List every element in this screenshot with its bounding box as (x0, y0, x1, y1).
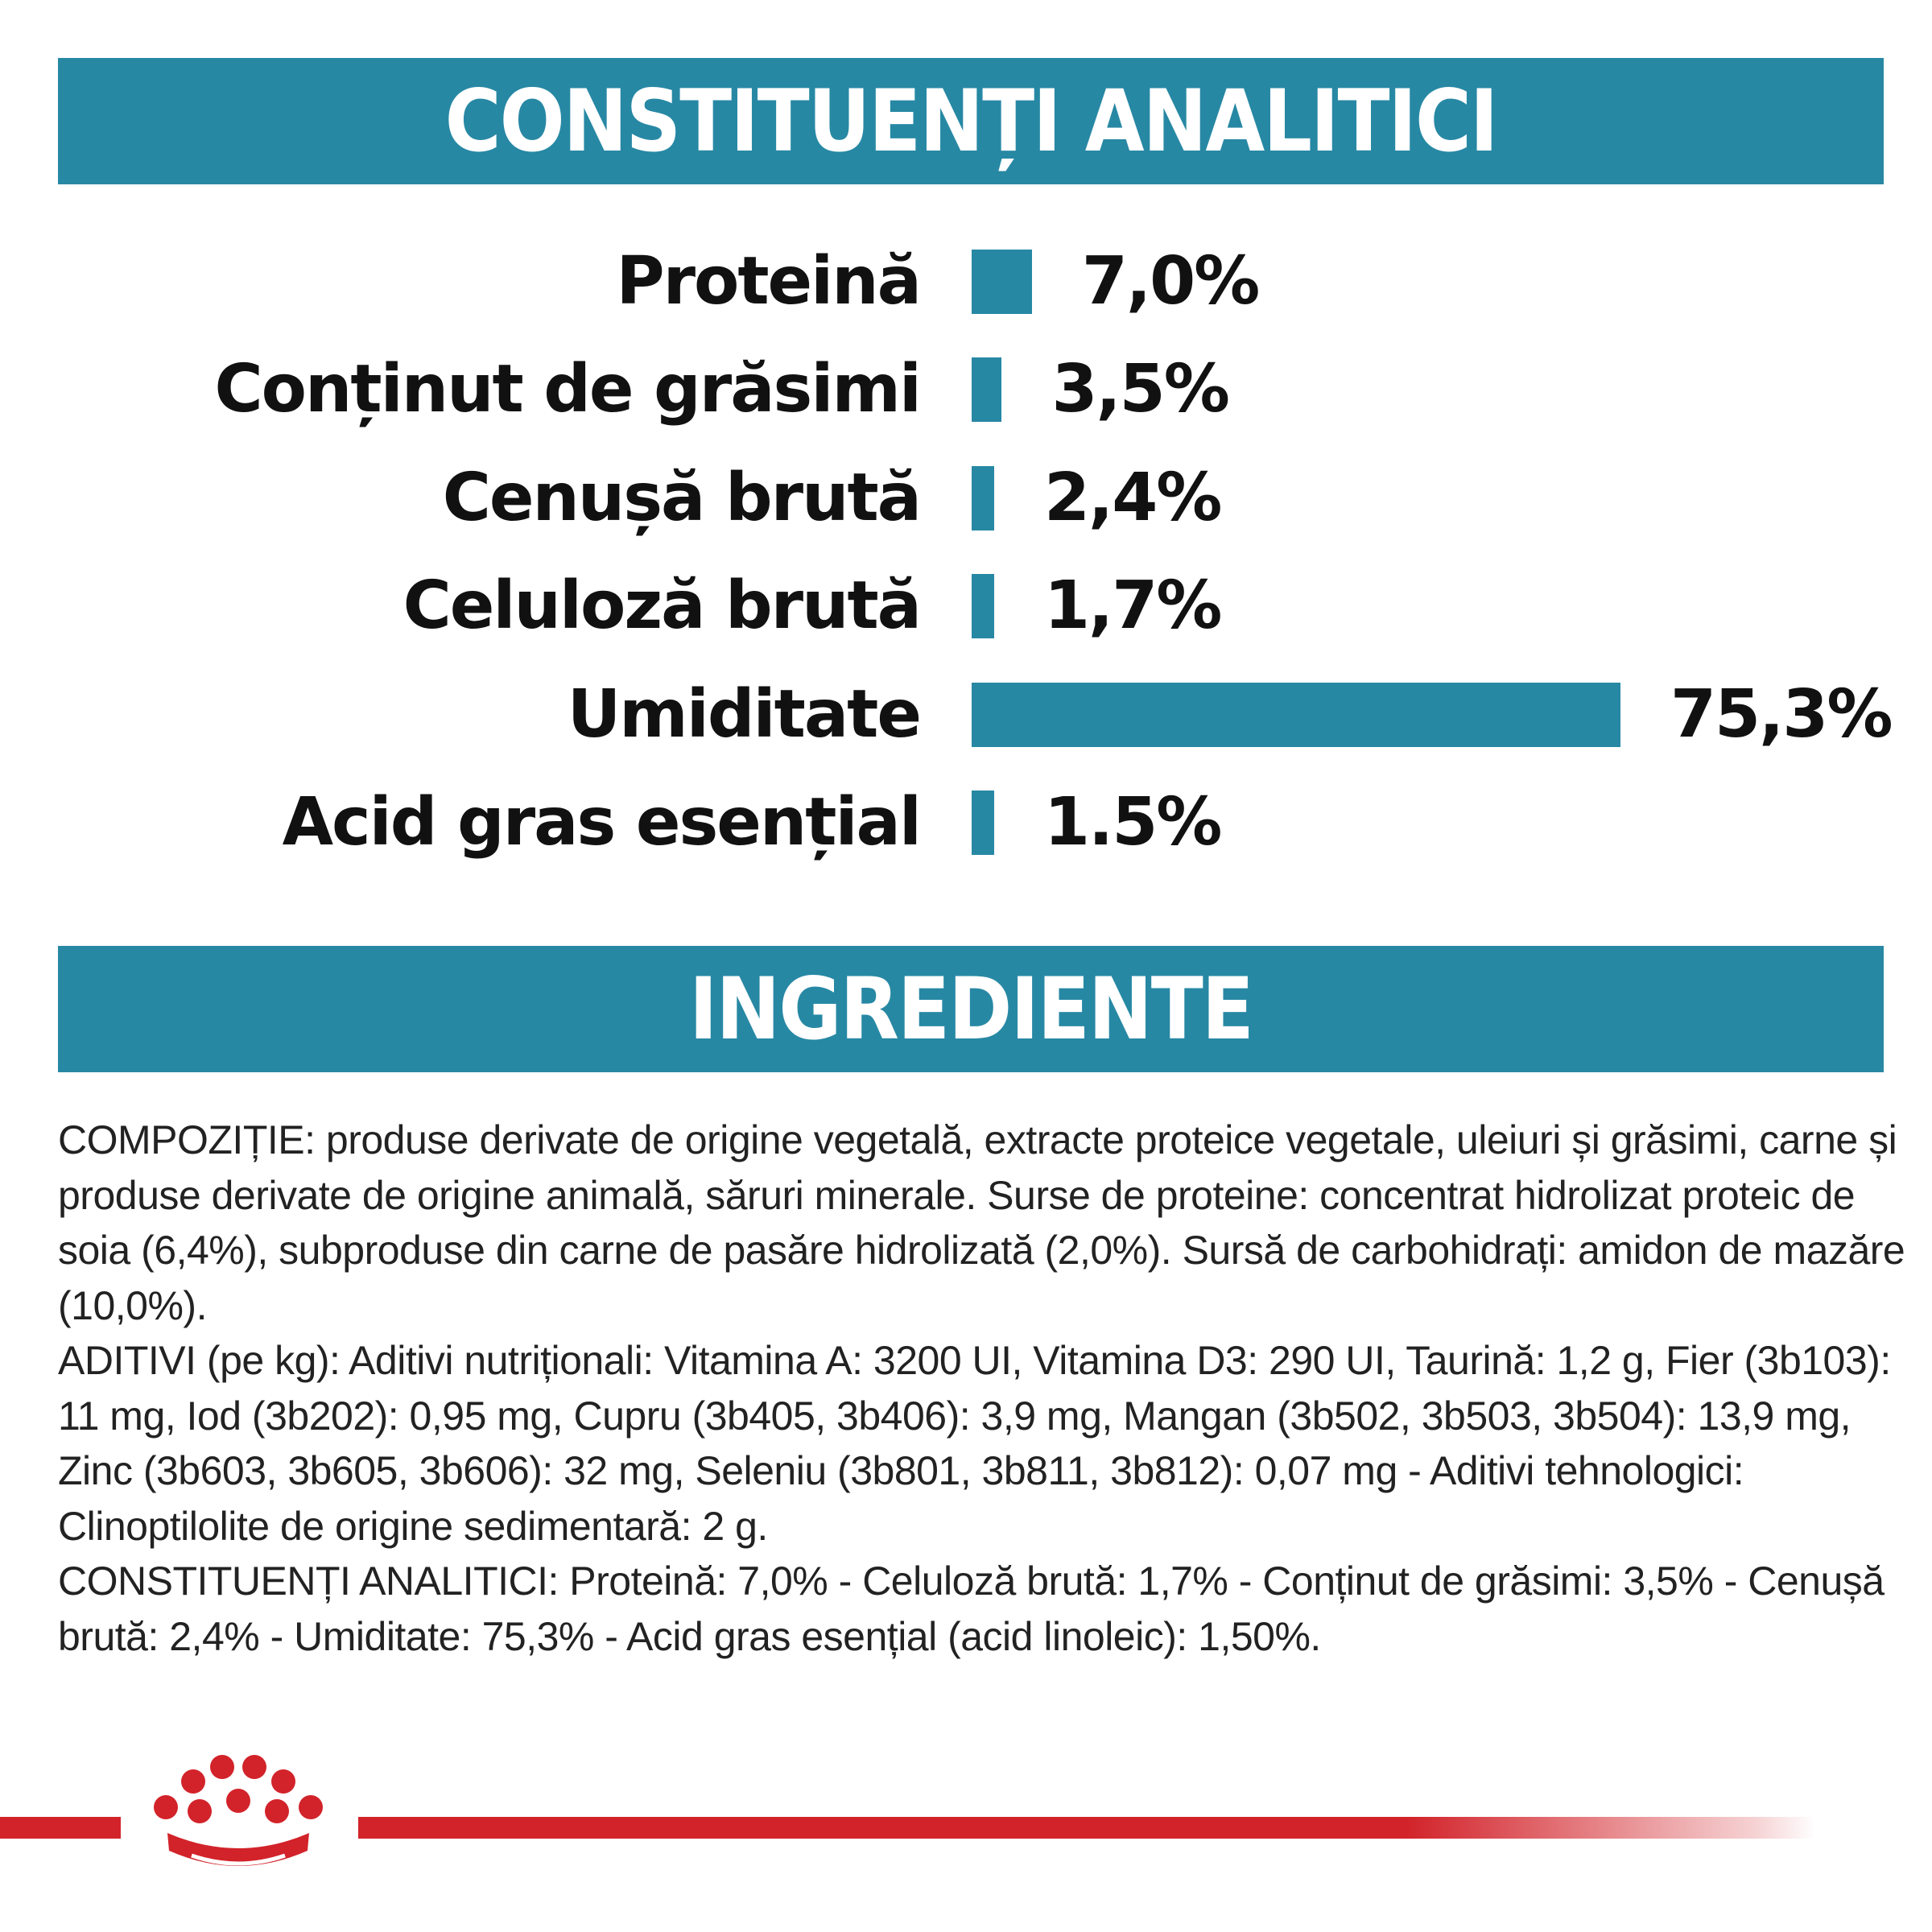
ingredients-text (58, 1113, 1909, 1664)
bar-row (0, 243, 1932, 320)
bar (972, 250, 1032, 314)
bar (972, 466, 994, 530)
chart-title: CONSTITUENȚI ANALITICI (444, 72, 1497, 171)
ingredients-paragraph-composition: COMPOZIȚIE: produse derivate de origine vegetală, extracte proteice vegetale, uleiuri și grăsimi, carne și produse derivate de origine animală, săruri minerale. Surse de proteine: concentrat hidrolizat proteic de soia (6,4%), subproduse din carne de pasăre hidrolizată (2,0%). Sursă de carbohidrați: amidon de mazăre (10,0%). (58, 1117, 1905, 1328)
bar-value-label: 7,0% (1081, 243, 1259, 320)
ingredients-paragraph-constituents: CONSTITUENȚI ANALITICI: Proteină: 7,0% - Celuloză brută: 1,7% - Conținut de grăsimi: 3,5% - Cenușă brută: 2,4% - Umiditate: 75,3% - Acid gras esențial (acid linoleic): 1,50%. (58, 1558, 1885, 1659)
footer-rule-left (0, 1817, 121, 1839)
bar-label: Proteină (616, 243, 920, 320)
footer-rule-right (358, 1817, 1815, 1839)
crown-icon (135, 1743, 345, 1888)
bar-label: Umiditate (567, 675, 920, 753)
bar-value-label: 1.5% (1044, 784, 1221, 861)
bar (972, 791, 994, 855)
bar-label: Acid gras esențial (282, 784, 920, 861)
ingredients-banner (58, 946, 1884, 1072)
header-banner (58, 58, 1884, 184)
bar-value-label: 1,7% (1044, 568, 1221, 645)
bar-value-label: 3,5% (1051, 351, 1228, 428)
bar-row (0, 459, 1932, 536)
bar-row (0, 568, 1932, 645)
bar (972, 574, 994, 638)
bar-value-label: 2,4% (1044, 459, 1221, 536)
ingredients-paragraph-additives: ADITIVI (pe kg): Aditivi nutriționali: Vitamina A: 3200 UI, Vitamina D3: 290 UI, Taurină: 1,2 g, Fier (3b103): 11 mg, Iod (3b202): 0,95 mg, Cupru (3b405, 3b406): 3,9 mg, Mangan (3b502, 3b503, 3b504): 13,9 mg, Zinc (3b603, 3b605, 3b606): 32 mg, Seleniu (3b801, 3b811, 3b812): 0,07 mg - Aditivi tehnologici: Clinoptilolite de origine sedimentară: 2 g. (58, 1338, 1891, 1549)
bar-row (0, 675, 1932, 753)
bar-value-label: 75,3% (1670, 675, 1892, 753)
bar-row (0, 784, 1932, 861)
bar-label: Cenușă brută (442, 459, 920, 536)
bar-row (0, 351, 1932, 428)
bar-label: Conținut de grăsimi (214, 351, 920, 428)
bar (972, 683, 1620, 747)
ingredients-title: INGREDIENTE (689, 960, 1253, 1059)
bar (972, 357, 1001, 422)
bar-label: Celuloză brută (402, 568, 920, 645)
